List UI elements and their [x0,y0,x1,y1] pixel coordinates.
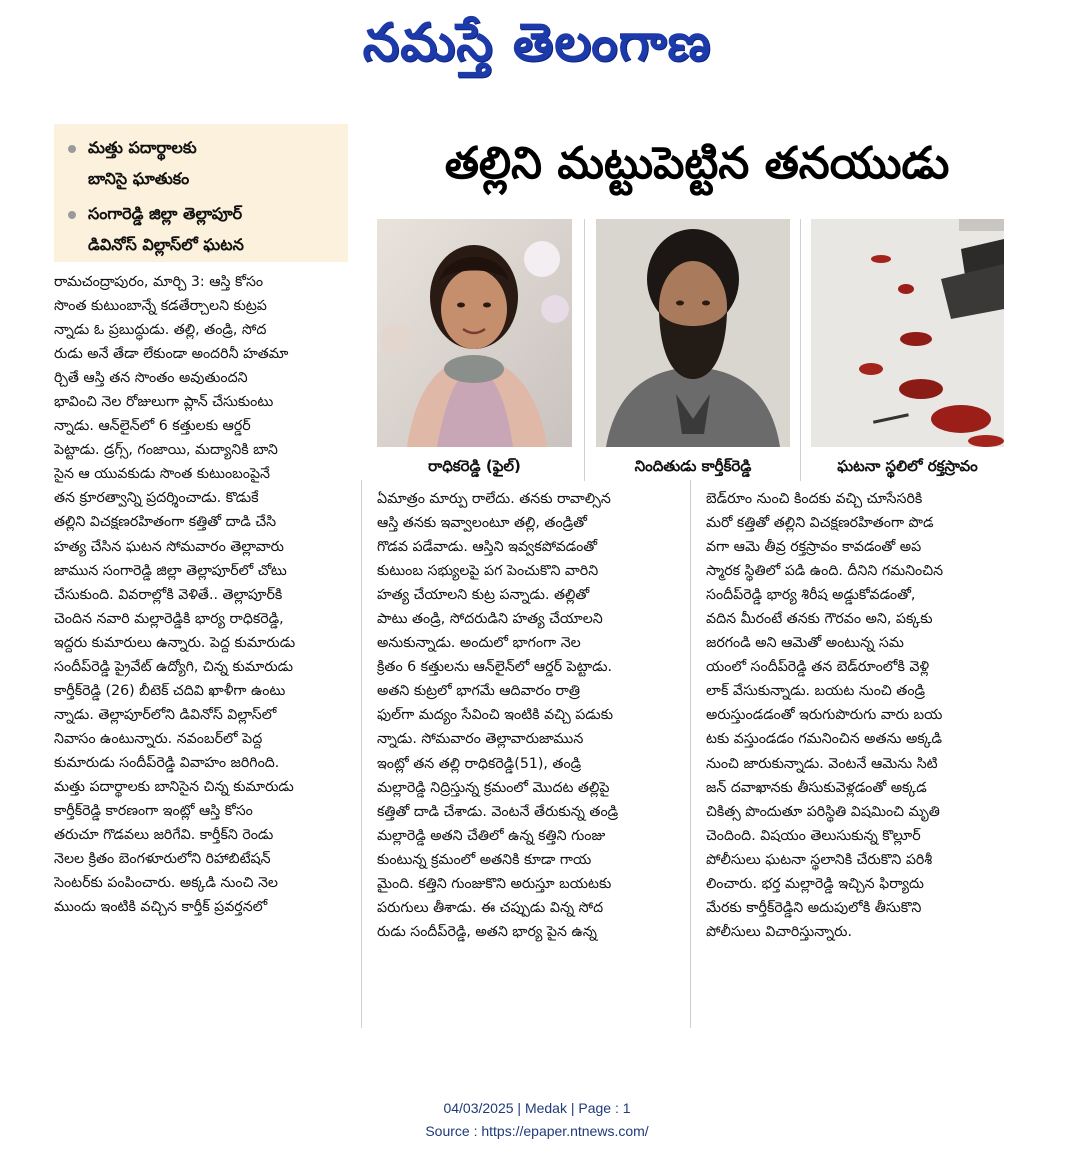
article-line: మైంది. కత్తిని గుంజుకొని అరుస్తూ బయటకు [377,875,612,892]
article-line: ఫుల్‌గా మద్యం సేవించి ఇంటికి వచ్చి పడుకు [377,707,614,724]
column-divider [690,480,691,1028]
article-line: సెంటర్‌కు పంపించారు. అక్కడి నుంచి నెల [54,875,278,892]
article-line: మల్లారెడ్డి నిద్రిస్తున్న క్రమంలో మొదట తల్లిపై [377,779,610,796]
article-line: న్నాడు ఓ ప్రబుద్ధుడు. తల్లి, తండ్రి, సోద [54,322,267,339]
bullet-icon [68,145,76,153]
article-line: గొడవ పడేవాడు. ఆస్తిని ఇవ్వకపోవడంతో [377,539,598,556]
article-line: ఆస్తి తనకు ఇవ్వాలంటూ తల్లి, తండ్రితో [377,515,587,532]
article-line: న్నాడు. తెల్లాపూర్‌లోని డివినోస్ విల్లాస్‌లో [54,706,277,723]
article-line: మరో కత్తితో తల్లిని విచక్షణరహితంగా పొడ [706,515,934,532]
article-line: నివాసం ఉంటున్నారు. నవంబర్‌లో పెద్ద [54,730,263,747]
article-line: బెడ్‌రూం నుంచి కిందకు వచ్చి చూసేసరికి [706,491,923,507]
article-line: పోలీసులు ఘటనా స్థలానికి చేరుకొని పరిశీ [706,851,933,868]
caption-photo-1: రాధికరెడ్డి (ఫైల్) [428,457,521,475]
article-line: మల్లారెడ్డి అతని చేతిలో ఉన్న కత్తిని గుంజు [377,827,606,844]
article-line: ఇద్దరు కుమారులు ఉన్నారు. పెద్ద కుమారుడు [54,634,296,651]
article-line: పరుగులు తీశాడు. ఈ చప్పుడు విన్న సోద [377,899,604,916]
article-line: కార్తీక్‌రెడ్డి (26) బీటెక్ చదివి ఖాళీగా ఉంటు [54,682,286,699]
article-line: కత్తితో దాడి చేశాడు. వెంటనే తేరుకున్న తండ్రి [377,803,619,820]
article-line: తల్లిని విచక్షణరహితంగా కత్తితో దాడి చేసి [54,514,277,531]
article-line: పోలీసులు విచారిస్తున్నారు. [706,923,852,940]
article-line: తన క్రూరత్వాన్ని ప్రదర్శించాడు. కొడుకే [54,490,259,507]
bullet-item [68,198,338,260]
article-line: భావించి నెల రోజులుగా ప్లాన్ చేసుకుంటు [54,394,274,411]
caption-photo-3: ఘటనా స్థలిలో రక్తస్రావం [837,457,978,475]
article-line: లాక్ వేసుకున్నాడు. బయట నుంచి తండ్రి [706,683,926,700]
article-line: కుమారుడు సందీప్‌రెడ్డి వివాహం జరిగింది. [54,754,280,771]
article-line: హత్య చేయాలని కుట్ర పన్నాడు. తల్లితో [377,587,590,604]
article-line: రామచంద్రాపురం, మార్చి 3: ఆస్తి కోసం [54,274,264,290]
article-line: చెందిన నవారి మల్లారెడ్డికి భార్య రాధికరెడ్డి, [54,610,284,627]
article-line: మత్తు పదార్థాలకు బానిసైన చిన్న కుమారుడు [54,778,294,795]
article-line: చెందింది. విషయం తెలుసుకున్న కొల్లూర్ [706,827,921,844]
article-line: పాటు తండ్రి, సోదరుడిని హత్య చేయాలని [377,611,603,628]
article-line: అతని కుట్రలో భాగమే ఆదివారం రాత్రి [377,683,580,700]
photo-karthik-reddy [596,219,790,447]
article-line: కుటుంబ సభ్యులపై పగ పెంచుకొని వారిని [377,563,599,580]
article-line: వగా ఆమె తీవ్ర రక్తస్రావం కావడంతో అప [706,539,922,556]
article-line: సొంత కుటుంబాన్నే కడతేర్చాలని కుట్రప [54,298,267,315]
bullet-text: మత్తు పదార్థాలకు బానిసై ఘాతుకం [88,138,197,188]
article-line: పెట్టాడు. డ్రగ్స్, గంజాయి, మద్యానికి బాని [54,442,278,459]
article-line: రుడు అనే తేడా లేకుండా అందరినీ హతమా [54,346,289,363]
bullet-item [68,132,338,194]
article-line: స్మారక స్థితిలో పడి ఉంది. దీనిని గమనించిన [706,563,944,580]
article-line: తరుచూ గొడవలు జరిగేవి. కార్తీక్‌ని రెండు [54,827,274,844]
portrait-image [377,219,572,447]
article-line: వదిన మీరంటే తనకు గౌరవం అని, పక్కకు [706,611,933,628]
article-line: ర్చితే ఆస్తి తన సొంతం అవుతుందని [54,370,248,387]
floor-image [811,219,1004,447]
article-line: ముందు ఇంటికి వచ్చిన కార్తీక్ ప్రవర్తనలో [54,899,268,916]
article-line: జన్ దవాఖానకు తీసుకువెళ్లడంతో అక్కడ [706,779,927,796]
article-line: న్నాడు. సోమవారం తెల్లావారుజామున [377,731,584,748]
article-line: అనుకున్నాడు. అందులో భాగంగా నెల [377,635,581,652]
article-line: హత్య చేసిన ఘటన సోమవారం తెల్లావారు [54,538,284,555]
article-line: జామున సంగారెడ్డి జిల్లా తెల్లాపూర్‌లో చోటు [54,562,287,579]
article-line: సైన ఆ యువకుడు సొంత కుటుంబంపైనే [54,466,271,483]
photo-divider [584,219,585,481]
article-line: సందీప్‌రెడ్డి భార్య శిరీష అడ్డుకోవడంతో, [706,587,916,604]
article-line: కుంటున్న క్రమంలో అతనికి కూడా గాయ [377,851,592,868]
article-line: ఏమాత్రం మార్పు రాలేదు. తనకు రావాల్సిన [377,491,611,507]
masthead-logo: నమస్తే తెలంగాణ [362,13,712,73]
article-line: అరుస్తుండడంతో ఇరుగుపొరుగు వారు బయ [706,707,943,724]
article-line: నుంచి జారుకున్నాడు. వెంటనే ఆమెను సిటి [706,755,938,772]
article-line: చేసుకుంది. వివరాల్లోకి వెళితే.. తెల్లాపూర్‌కి [54,586,283,603]
article-line: కార్తీక్‌రెడ్డి కారణంగా ఇంట్లో ఆస్తి కోసం [54,803,253,820]
footer-source: Source : https://epaper.ntnews.com/ [425,1123,649,1139]
article-line: టకు వస్తుండడం గమనించిన అతను అక్కడి [706,731,943,748]
bullet-text: సంగారెడ్డి జిల్లా తెల్లాపూర్ డివినోస్ విల్లాస్‌లో ఘటన [88,204,244,254]
article-line: న్నాడు. ఆన్‌లైన్‌లో 6 కత్తులకు ఆర్డర్ [54,418,251,435]
photo-divider [800,219,801,481]
article-line: యంలో సందీప్‌రెడ్డి తన బెడ్‌రూంలోకి వెళ్లి [706,659,930,676]
article-column-1 [54,270,352,1030]
column-divider [361,480,362,1028]
article-line: లించారు. భర్త మల్లారెడ్డి ఇచ్చిన ఫిర్యాదు [706,875,924,892]
bullet-icon [68,211,76,219]
article-line: సందీప్‌రెడ్డి ప్రైవేట్ ఉద్యోగి, చిన్న కుమారుడు [54,658,294,675]
article-line: మేరకు కార్తీక్‌రెడ్డిని అదుపులోకి తీసుకొని [706,899,922,916]
photo-radhika-reddy [377,219,572,447]
caption-photo-2: నిందితుడు కార్తీక్‌రెడ్డి [634,457,752,475]
article-column-3 [706,487,1004,1027]
article-line: చికిత్స పొందుతూ పరిస్థితి విషమించి మృతి [706,803,940,820]
footer-date-edition: 04/03/2025 | Medak | Page : 1 [443,1100,631,1116]
article-line: నెలల క్రితం బెంగళూరులోని రిహాబిటేషన్ [54,851,271,868]
headline: తల్లిని మట్టుపెట్టిన తనయుడు [444,138,950,189]
article-column-2 [377,487,680,1027]
article-line: క్రితం 6 కత్తులను ఆన్‌లైన్‌లో ఆర్డర్ పెట్టాడు. [377,659,613,676]
article-line: రుడు సందీప్‌రెడ్డి, అతని భార్య పైన ఉన్న [377,923,597,940]
portrait-image [596,219,790,447]
article-line: ఇంట్లో తన తల్లి రాధికరెడ్డి(51), తండ్రి [377,755,582,772]
article-line: జరగండి అని ఆమెతో అంటున్న సమ [706,635,904,652]
photo-crime-scene [811,219,1004,447]
highlight-box [54,124,348,262]
